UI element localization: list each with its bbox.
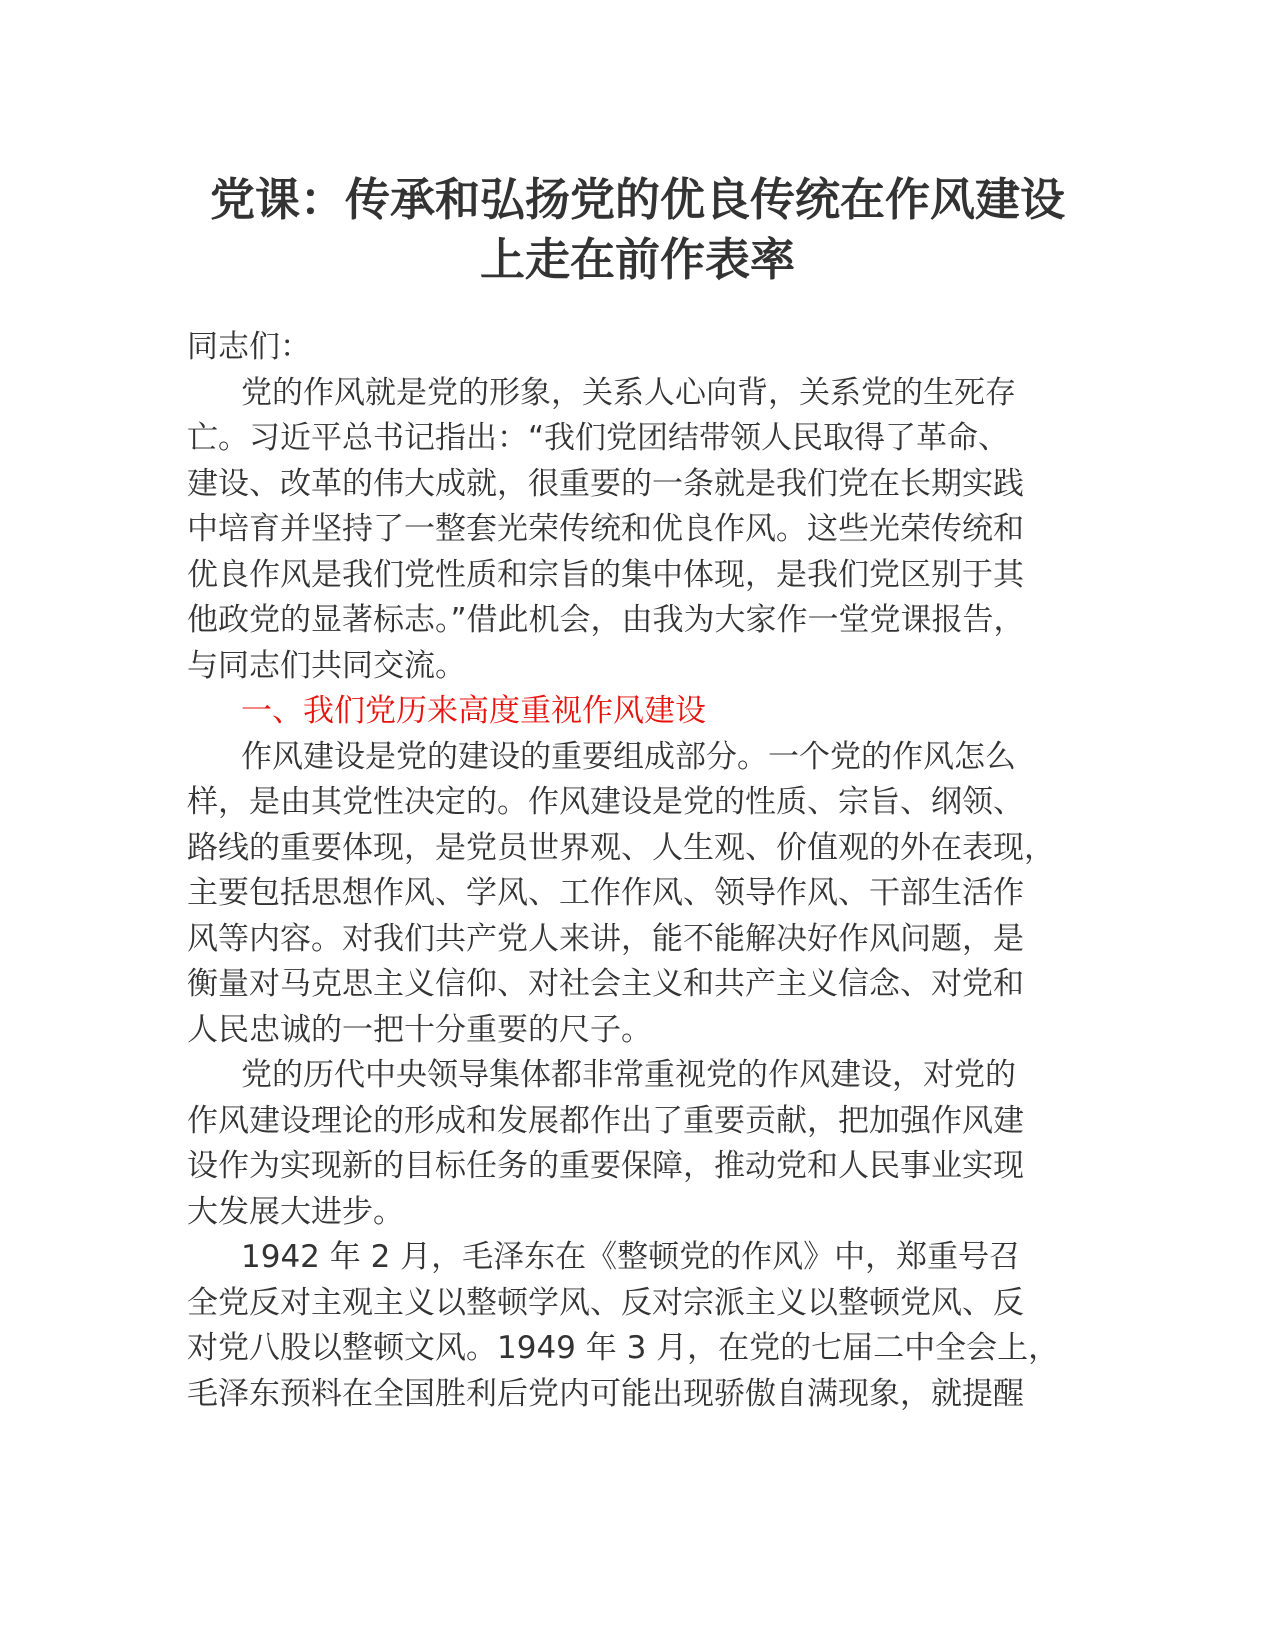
paragraph-line: 1942 年 2 月，毛泽东在《整顿党的作风》中，郑重号召 [241, 1239, 1021, 1275]
paragraph-line: 路线的重要体现，是党员世界观、人生观、价值观的外在表现， [187, 829, 1055, 866]
paragraph-line: 党的历代中央领导集体都非常重视党的作风建设，对党的 [241, 1057, 1016, 1093]
paragraph-line: 全党反对主观主义以整顿学风、反对宗派主义以整顿党风、反 [187, 1284, 1024, 1321]
paragraph-line: 与同志们共同交流。 [187, 647, 466, 684]
paragraph-line: 党的作风就是党的形象，关系人心向背，关系党的生死存 [241, 374, 1016, 411]
paragraph-line: 风等内容。对我们共产党人来讲，能不能解决好作风问题，是 [187, 920, 1024, 957]
paragraph-line: 设作为实现新的目标任务的重要保障，推动党和人民事业实现 [187, 1148, 1024, 1184]
paragraph-2 [187, 735, 1107, 1054]
salutation: 同志们： [187, 329, 311, 365]
paragraph-4 [187, 1235, 1107, 1417]
section-heading: 一、我们党历来高度重视作风建设 [241, 693, 706, 729]
paragraph-line: 主要包括思想作风、学风、工作作风、领导作风、干部生活作 [187, 875, 1024, 911]
paragraph-line: 衡量对马克思主义信仰、对社会主义和共产主义信念、对党和 [187, 966, 1024, 1002]
paragraph-line: 作风建设理论的形成和发展都作出了重要贡献，把加强作风建 [187, 1102, 1024, 1139]
paragraph-line: 亡。习近平总书记指出：“我们党团结带领人民取得了革命、 [187, 420, 1010, 456]
paragraph-line: 大发展大进步。 [187, 1193, 404, 1230]
paragraph-line: 他政党的显著标志。”借此机会，由我为大家作一堂党课报告， [187, 602, 1025, 638]
paragraph-line: 样，是由其党性决定的。作风建设是党的性质、宗旨、纲领、 [187, 784, 1024, 820]
paragraph-line: 对党八股以整顿文风。1949 年 3 月，在党的七届二中全会上， [187, 1330, 1060, 1366]
title-line: 上走在前作表率 [479, 233, 795, 286]
paragraph-line: 优良作风是我们党性质和宗旨的集中体现，是我们党区别于其 [187, 556, 1024, 593]
paragraph-line: 毛泽东预料在全国胜利后党内可能出现骄傲自满现象，就提醒 [187, 1375, 1024, 1412]
paragraph-3 [187, 1053, 1107, 1235]
paragraph-line: 建设、改革的伟大成就，很重要的一条就是我们党在长期实践 [187, 465, 1024, 502]
paragraph-line: 中培育并坚持了一整套光荣传统和优良作风。这些光荣传统和 [187, 511, 1024, 547]
document-title [150, 170, 1125, 290]
paragraph-line: 人民忠诚的一把十分重要的尺子。 [187, 1011, 652, 1048]
paragraph-line: 作风建设是党的建设的重要组成部分。一个党的作风怎么 [241, 738, 1016, 775]
title-line: 党课：传承和弘扬党的优良传统在作风建设 [209, 173, 1065, 226]
document-body [187, 325, 1107, 1417]
paragraph-1 [187, 371, 1107, 690]
